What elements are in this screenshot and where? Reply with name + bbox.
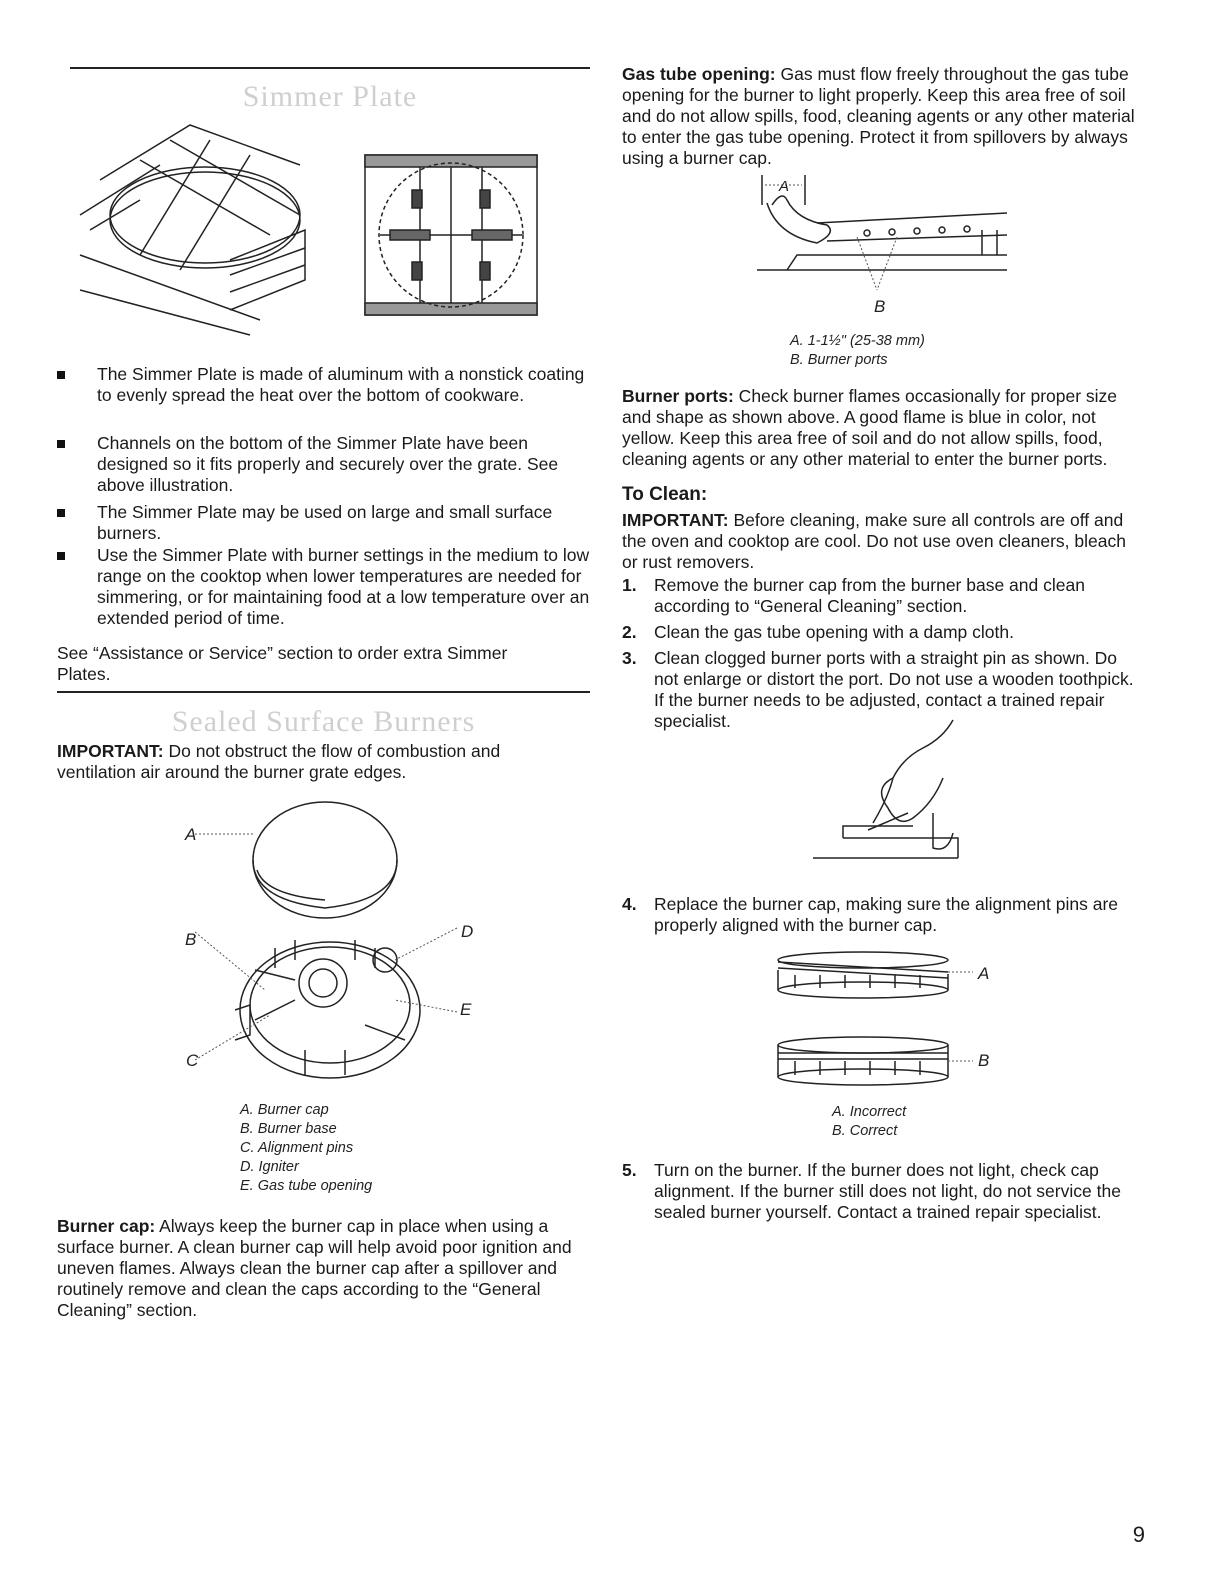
cap-correct-illustration — [775, 1035, 975, 1090]
sealed-burners-heading: Sealed Surface Burners — [171, 705, 476, 738]
simmer-see-text: See “Assistance or Service” section to order extra Simmer Plates. — [57, 643, 508, 684]
step-3-text: Clean clogged burner ports with a straight pin as shown. Do not enlarge or distort the port. Do not use a wooden toothpick. If the burner needs to be adjusted, contact a trained repair specialist. — [654, 648, 1134, 731]
cleaning-pin-illustration — [813, 718, 963, 863]
cap-caption-a: A. Incorrect — [832, 1104, 907, 1120]
label-b: B — [185, 930, 197, 949]
gas-caption-b: B. Burner ports — [790, 352, 888, 368]
caption-b: B. Burner base — [240, 1121, 337, 1137]
gas-caption-a: A. 1-1½" (25-38 mm) — [790, 333, 925, 349]
simmer-plate-heading: Simmer Plate — [242, 80, 418, 113]
gas-tube-text: Gas must flow freely throughout the gas tube opening for the burner to light properly. Keep this area free of soil and do not allow spills, food, cleaning agents or any other material to enter the gas tube opening. Protect it from spillovers by always using a burner cap. — [622, 64, 1135, 168]
important-text: Do not obstruct the flow of combustion and ventilation air around the burner grate edges. — [57, 741, 501, 782]
caption-c: C. Alignment pins — [240, 1140, 354, 1156]
label-e: E — [460, 1000, 472, 1019]
gas-tube-paragraph — [622, 64, 1142, 169]
gas-tube-label: Gas tube opening: — [622, 64, 776, 84]
to-clean-important-text: Before cleaning, make sure all controls are off and the oven and cooktop are cool. Do not use oven cleaners, bleach or rust removers. — [622, 510, 1126, 572]
step-5-text: Turn on the burner. If the burner does not light, check cap alignment. If the burner still does not light, do not service the sealed burner yourself. Contact a trained repair specialist. — [654, 1160, 1121, 1222]
step-4-text: Replace the burner cap, making sure the alignment pins are properly aligned with the burner cap. — [654, 894, 1119, 935]
gas-captions — [790, 332, 1010, 370]
gas-tube-diagram — [757, 175, 1012, 300]
label-c: C — [186, 1051, 199, 1070]
simmer-bullet-3: The Simmer Plate may be used on large and small surface burners. — [57, 502, 597, 544]
step-3-number: 3. — [622, 648, 637, 668]
important-label: IMPORTANT: — [57, 741, 164, 761]
to-clean-important-label: IMPORTANT: — [622, 510, 729, 530]
page-number: 9 — [1132, 1522, 1145, 1547]
step-5-number: 5. — [622, 1160, 637, 1180]
burner-cap-paragraph — [57, 1216, 587, 1321]
step-2-number: 2. — [622, 622, 637, 642]
to-clean-heading: To Clean: — [622, 484, 708, 505]
burner-ports-text: Check burner flames occasionally for proper size and shape as shown above. A good flame is blue in color, not yellow. Keep this area free of soil and do not allow spills, food, cleaning agents or any other material to enter the burner ports. — [622, 386, 1118, 469]
burner-ports-paragraph — [622, 386, 1142, 470]
cap-caption-b: B. Correct — [832, 1123, 898, 1139]
burner-ports-label: Burner ports: — [622, 386, 734, 406]
simmer-bullet-4: Use the Simmer Plate with burner settings in the medium to low range on the cooktop when lower temperatures are needed for simmering, or for maintaining food at a low temperature over an extended period of time. — [57, 545, 597, 629]
cap-label-b: B — [978, 1051, 990, 1070]
simmer-plate-top-view-illustration — [360, 150, 545, 320]
step-1-text: Remove the burner cap from the burner base and clean according to “General Cleaning” section. — [654, 575, 1085, 616]
simmer-plate-on-grate-illustration — [80, 120, 310, 345]
cap-captions — [832, 1103, 992, 1141]
top-rule — [70, 67, 590, 69]
cap-label-a: A — [978, 964, 990, 983]
burner-cap-text: Always keep the burner cap in place when using a surface burner. A clean burner cap will help avoid poor ignition and uneven flames. Always clean the burner cap after a spillover and routinely remove and clean the caps according to the “General Cleaning” section. — [57, 1216, 572, 1320]
step-5 — [622, 1160, 1164, 1223]
label-d: D — [461, 922, 474, 941]
gas-label-a: A — [779, 178, 790, 195]
step-1 — [622, 575, 1144, 617]
step-2 — [622, 622, 1144, 643]
sealed-important — [57, 741, 567, 783]
to-clean-important — [622, 510, 1142, 573]
caption-d: D. Igniter — [240, 1159, 299, 1175]
cap-incorrect-illustration — [775, 950, 975, 1005]
step-1-number: 1. — [622, 575, 637, 595]
simmer-bullet-2: Channels on the bottom of the Simmer Plate have been designed so it fits properly and securely over the grate. See above illustration. — [57, 433, 597, 496]
step-4-number: 4. — [622, 894, 637, 914]
caption-a: A. Burner cap — [240, 1102, 329, 1118]
step-4 — [622, 894, 1144, 936]
burner-captions — [240, 1101, 460, 1196]
label-a: A — [185, 825, 197, 844]
simmer-bullet-1: The Simmer Plate is made of aluminum with a nonstick coating to evenly spread the heat over the bottom of cookware. — [57, 364, 597, 406]
gas-label-b: B — [874, 297, 886, 316]
step-2-text: Clean the gas tube opening with a damp cloth. — [654, 622, 1014, 642]
caption-e: E. Gas tube opening — [240, 1178, 373, 1194]
section-rule — [57, 691, 590, 693]
burner-cap-label: Burner cap: — [57, 1216, 156, 1236]
sealed-burner-diagram — [195, 800, 455, 1080]
